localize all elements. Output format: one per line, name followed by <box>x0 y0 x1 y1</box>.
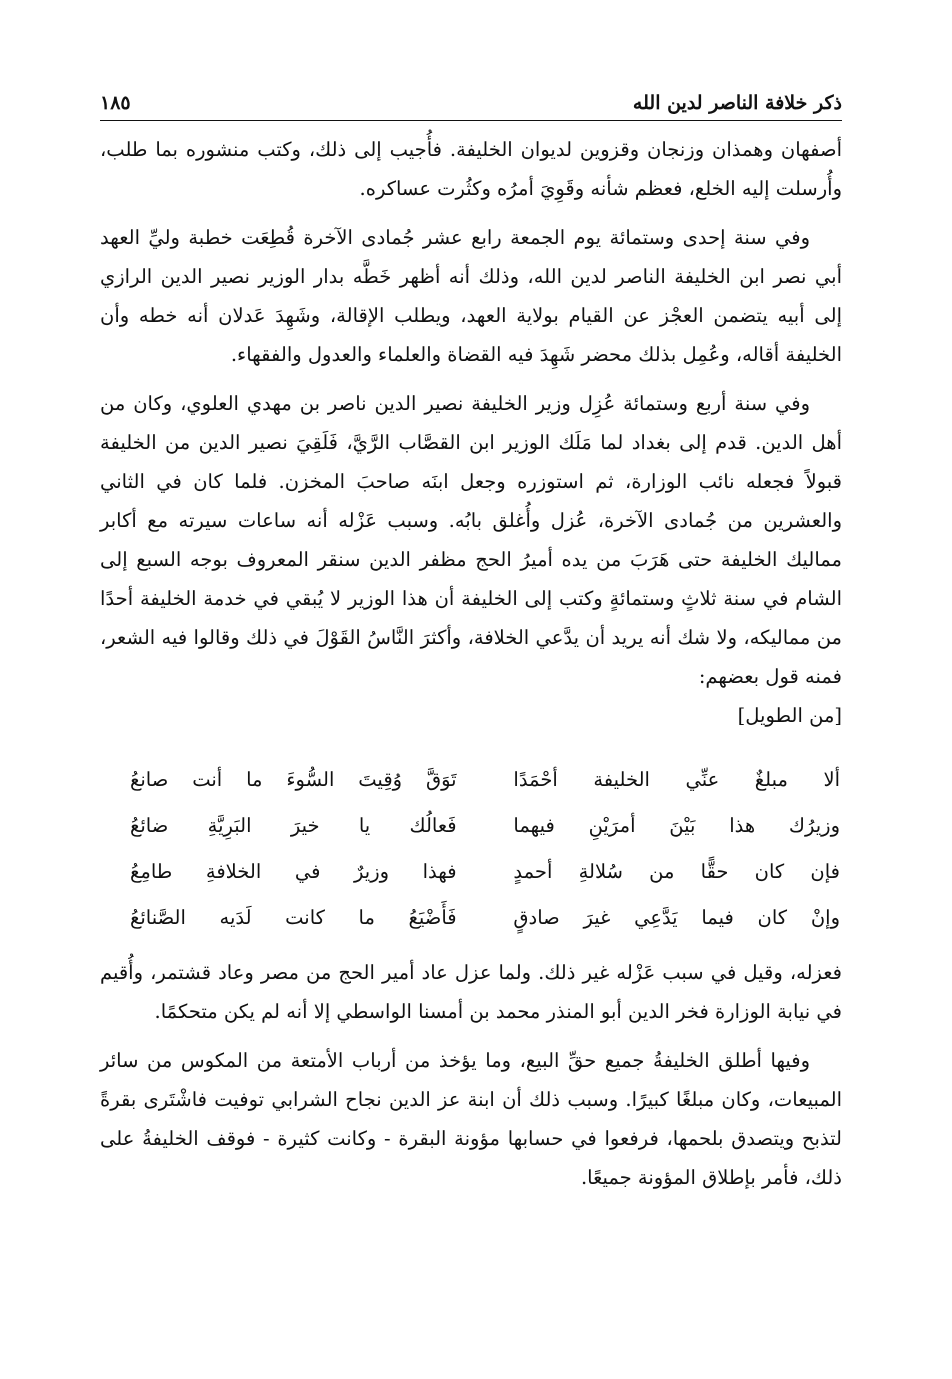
paragraph-5: وفيها أطلق الخليفةُ جميع حقِّ البيع، وما يؤخذ من أرباب الأمتعة من المكوس من سائر المبيعات، وكان مبلغًا كبيرًا. وسبب ذلك أن ابنة عز الدين نجاح الشرابي توفيت فاشْتَرى بقرةً لتذبح ويتصدق بلحمها، فرفعوا في حسابها مؤونة البقرة - وكانت كثيرة - فوقف الخليفةُ على ذلك، فأمر بإطلاق المؤونة جميعًا. <box>100 1049 842 1189</box>
poem-verse <box>100 895 842 941</box>
paragraph-4: فعزله، وقيل في سبب عَزْله غير ذلك. ولما عزل عاد أمير الحج من مصر وعاد قشتمر، وأُقيم في نيابة الوزارة فخر الدين أبو المنذر محمد بن أمسنا الواسطي إلا أنه لم يكن متحكمًا. <box>100 961 842 1023</box>
poem-verse <box>100 757 842 803</box>
paragraph-3: وفي سنة أربع وستمائة عُزِل وزير الخليفة نصير الدين ناصر بن مهدي العلوي، وكان من أهل الدين. قدم إلى بغداد لما مَلَك الوزير ابن القصَّاب الرَّيَّ، فَلَقِيَ نصير الدين من الخليفة قبولاً فجعله نائب الوزارة، ثم استوزره وجعل ابنَه صاحبَ المخزن. فلما كان في الثاني والعشرين من جُمادى الآخرة، عُزل وأُغلق بابُه. وسبب عَزْله أنه ساعات سيرته مع أكابر مماليك الخليفة حتى هَرَبَ من يده أميرُ الحج مظفر الدين سنقر المعروف بوجه السبع إلى الشام في سنة ثلاثٍ وستمائةٍ وكتب إلى الخليفة أن هذا الوزير لا يُبقي في خدمة الخليفة أحدًا من مماليكه، ولا شك أنه يريد أن يدَّعي الخلافة، وأكثرَ النَّاسُ القَوْلَ في ذلك وقالوا فيه الشعر، فمنه قول بعضهم: <box>100 392 842 688</box>
poem-verse <box>100 849 842 895</box>
verse-first-hemistich: وإنْ كان فيما يَدَّعِي غيرَ صادقٍ <box>513 906 840 929</box>
verse-first-hemistich: ألا مبلغٌ عنِّي الخليفة أحْمَدًا <box>513 768 840 791</box>
verse-first-hemistich: فإن كان حقًّا من سُلالةِ أحمدٍ <box>513 860 840 883</box>
paragraph-2: وفي سنة إحدى وستمائة يوم الجمعة رابع عشر جُمادى الآخرة قُطِعَت خطبة وليِّ العهد أبي نصر ابن الخليفة الناصر لدين الله، وذلك أنه أظهر خَطَّه بدار الوزير نصير الدين الرازي إلى أبيه يتضمن العجْز عن القيام بولاية العهد، ويطلب الإقالة، وشَهِدَ عَدلان أنه خطه وأن الخليفة أقاله، وعُمِل بذلك محضر شَهِدَ فيه القضاة والعلماء والعدول والفقهاء. <box>100 226 842 366</box>
verse-first-hemistich: وزيرُك هذا بَيْنَ أمرَيْنِ فيهما <box>513 814 840 837</box>
page-header <box>100 80 842 121</box>
paragraph-1: أصفهان وهمذان وزنجان وقزوين لديوان الخليفة. فأُجيب إلى ذلك، وكتب منشوره بما طلب، وأُرسلت إليه الخلع، فعظم شأنه وقَوِيَ أمرُه وكثُرت عساكره. <box>100 138 842 200</box>
poem <box>100 757 842 941</box>
meter-label: [من الطويل] <box>737 704 842 727</box>
running-title: ذكر خلافة الناصر لدين الله <box>632 92 842 114</box>
page-body <box>100 130 842 1197</box>
verse-second-hemistich: فهذا وزيرٌ في الخلافةِ طامِعُ <box>130 860 457 883</box>
verse-second-hemistich: فَأَضْيَعُ ما كانت لَدَيه الصَّنائعُ <box>130 906 457 929</box>
poem-verse <box>100 803 842 849</box>
verse-second-hemistich: تَوَقَّ وُقِيتَ السُّوءَ ما أنت صانعُ <box>130 768 457 791</box>
verse-second-hemistich: فَعالُك يا خيرَ البَرِيَّةِ ضائعُ <box>130 814 457 837</box>
page-number: ١٨٥ <box>100 92 131 114</box>
